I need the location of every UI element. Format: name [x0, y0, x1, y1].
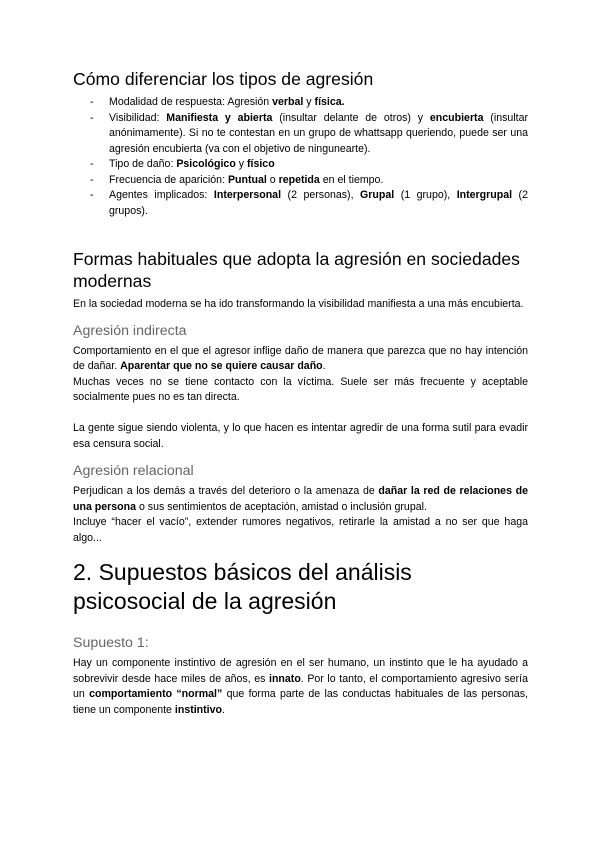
formas-intro-paragraph: En la sociedad moderna se ha ido transformando la visibilidad manifiesta a una más encubierta.: [73, 298, 524, 310]
subheading-agresion-relacional: Agresión relacional: [73, 463, 194, 479]
section-heading-formas-habituales: Formas habituales que adopta la agresión en sociedades modernas: [73, 249, 520, 291]
list-item-agentes: - Agentes implicados: Interpersonal (2 personas), Grupal (1 grupo), Intergrupal (2 grupos).: [90, 189, 528, 217]
list-item-modalidad: - Modalidad de respuesta: Agresión verbal y física.: [90, 96, 345, 108]
chapter-heading-supuestos-basicos: 2. Supuestos básicos del análisis psicosocial de la agresión: [73, 559, 412, 614]
indirecta-paragraph-1: Comportamiento en el que el agresor inflige daño de manera que parezca que no hay intención de dañar. Aparentar que no se quiere causar daño.: [73, 344, 528, 372]
relacional-paragraph-2: Incluye “hacer el vacío”, extender rumores negativos, retirarle la amistad a no ser que haga algo...: [73, 516, 528, 544]
tipos-agresion-list: [73, 95, 528, 219]
section-heading-tipos-agresion: Cómo diferenciar los tipos de agresión: [73, 69, 374, 89]
list-item-tipo-dano: - Tipo de daño: Psicológico y físico: [90, 158, 275, 170]
list-item-frecuencia: - Frecuencia de aparición: Puntual o repetida en el tiempo.: [90, 173, 384, 186]
list-item-visibilidad: - Visibilidad: Manifiesta y abierta (insultar delante de otros) y encubierta (insultar anónimamente). Si no te contestan en un grupo de whattsapp queriendo, puede ser una agresión encubierta (va con el objetivo de ningunearte).: [90, 111, 528, 155]
supuesto-1-paragraph: Hay un componente instintivo de agresión en el ser humano, un instinto que le ha ayudado a sobrevivir desde hace miles de años, es innato. Por lo tanto, el comportamiento agresivo sería un comportamiento “normal” que forma parte de las conductas habituales de las personas, tiene un componente instintivo.: [73, 657, 528, 716]
indirecta-paragraph-3: La gente sigue siendo violenta, y lo que hacen es intentar agredir de una forma sutil para evadir esa censura social.: [73, 422, 528, 450]
subheading-supuesto-1: Supuesto 1:: [73, 635, 149, 651]
subheading-agresion-indirecta: Agresión indirecta: [73, 322, 187, 339]
indirecta-paragraph-2: Muchas veces no se tiene contacto con la víctima. Suele ser más frecuente y aceptable socialmente pues no es tan directa.: [73, 375, 528, 403]
relacional-paragraph-1: Perjudican a los demás a través del deterioro o la amenaza de dañar la red de relaciones de una persona o sus sentimientos de aceptación, amistad o inclusión grupal.: [73, 485, 528, 513]
